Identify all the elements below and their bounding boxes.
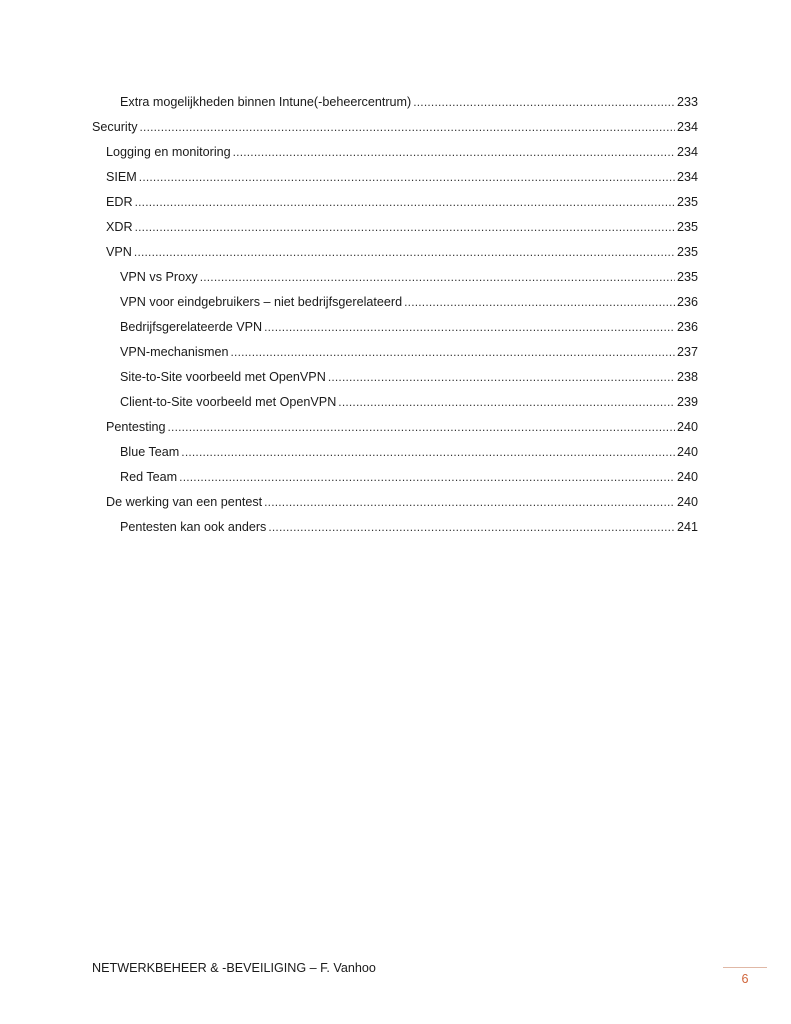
toc-entry-page: 234 <box>676 170 698 184</box>
toc-dot-leader <box>231 344 675 360</box>
toc-entry-title: Client-to-Site voorbeeld met OpenVPN <box>120 395 337 409</box>
toc-dot-leader <box>404 294 675 310</box>
toc-entry-page: 240 <box>676 470 698 484</box>
toc-entry[interactable] <box>120 388 698 410</box>
toc-entry[interactable] <box>120 313 698 335</box>
toc-entry-page: 234 <box>676 120 698 134</box>
toc-dot-leader <box>328 369 675 385</box>
toc-dot-leader <box>179 469 675 485</box>
toc-dot-leader <box>268 519 675 535</box>
toc-entry-title: EDR <box>106 195 133 209</box>
toc-dot-leader <box>264 319 675 335</box>
toc-entry-title: Red Team <box>120 470 178 484</box>
toc-entry-page: 235 <box>676 195 698 209</box>
toc-dot-leader <box>181 444 675 460</box>
footer-divider <box>723 967 767 968</box>
toc-dot-leader <box>200 269 675 285</box>
toc-entry[interactable] <box>120 288 698 310</box>
toc-dot-leader <box>233 144 675 160</box>
toc-entry[interactable] <box>92 113 698 135</box>
toc-entry[interactable] <box>106 188 698 210</box>
toc-entry-title: Security <box>92 120 138 134</box>
toc-entry-title: XDR <box>106 220 133 234</box>
toc-entry[interactable] <box>106 488 698 510</box>
footer-page-number: 6 <box>741 972 749 986</box>
toc-dot-leader <box>338 394 675 410</box>
toc-dot-leader <box>134 244 675 260</box>
toc-entry-title: Pentesten kan ook anders <box>120 520 267 534</box>
toc-entry-title: VPN <box>106 245 132 259</box>
toc-dot-leader <box>264 494 675 510</box>
toc-entry-page: 234 <box>676 145 698 159</box>
toc-entry[interactable] <box>106 413 698 435</box>
toc-entry-page: 240 <box>676 445 698 459</box>
toc-entry-title: Extra mogelijkheden binnen Intune(-beheercentrum) <box>120 95 412 109</box>
toc-entry-title: VPN vs Proxy <box>120 270 198 284</box>
toc-entry-page: 235 <box>676 245 698 259</box>
toc-entry-page: 240 <box>676 420 698 434</box>
toc-entry[interactable] <box>120 263 698 285</box>
toc-dot-leader <box>168 419 675 435</box>
toc-dot-leader <box>139 169 675 185</box>
toc-entry[interactable] <box>120 363 698 385</box>
toc-entry-title: Pentesting <box>106 420 166 434</box>
toc-entry-page: 237 <box>676 345 698 359</box>
toc-entry-title: Blue Team <box>120 445 180 459</box>
toc-entry-title: VPN voor eindgebruikers – niet bedrijfsgerelateerd <box>120 295 403 309</box>
toc-entry-page: 236 <box>676 320 698 334</box>
toc-entry[interactable] <box>120 438 698 460</box>
toc-dot-leader <box>413 94 675 110</box>
toc-entry-page: 238 <box>676 370 698 384</box>
toc-entry-title: Site-to-Site voorbeeld met OpenVPN <box>120 370 326 384</box>
toc-dot-leader <box>140 119 675 135</box>
toc-entry[interactable] <box>120 513 698 535</box>
toc-entry[interactable] <box>106 163 698 185</box>
toc-entry[interactable] <box>120 463 698 485</box>
toc-entry-page: 240 <box>676 495 698 509</box>
toc-entry-page: 241 <box>676 520 698 534</box>
toc-entry-page: 235 <box>676 270 698 284</box>
toc-entry-title: Bedrijfsgerelateerde VPN <box>120 320 263 334</box>
toc-entry-page: 235 <box>676 220 698 234</box>
footer-title: NETWERKBEHEER & -BEVEILIGING – F. Vanhoo <box>92 961 376 975</box>
toc-dot-leader <box>135 194 675 210</box>
toc-dot-leader <box>135 219 675 235</box>
toc-entry[interactable] <box>106 138 698 160</box>
toc-entry-page: 236 <box>676 295 698 309</box>
toc-entry-page: 239 <box>676 395 698 409</box>
toc-entry[interactable] <box>120 338 698 360</box>
toc-entry-title: Logging en monitoring <box>106 145 231 159</box>
toc-entry-title: VPN-mechanismen <box>120 345 229 359</box>
toc-entry-page: 233 <box>676 95 698 109</box>
toc-entry-title: De werking van een pentest <box>106 495 263 509</box>
toc-entry[interactable] <box>106 238 698 260</box>
toc-entry-title: SIEM <box>106 170 137 184</box>
toc-entry[interactable] <box>120 88 698 110</box>
toc-entry[interactable] <box>106 213 698 235</box>
